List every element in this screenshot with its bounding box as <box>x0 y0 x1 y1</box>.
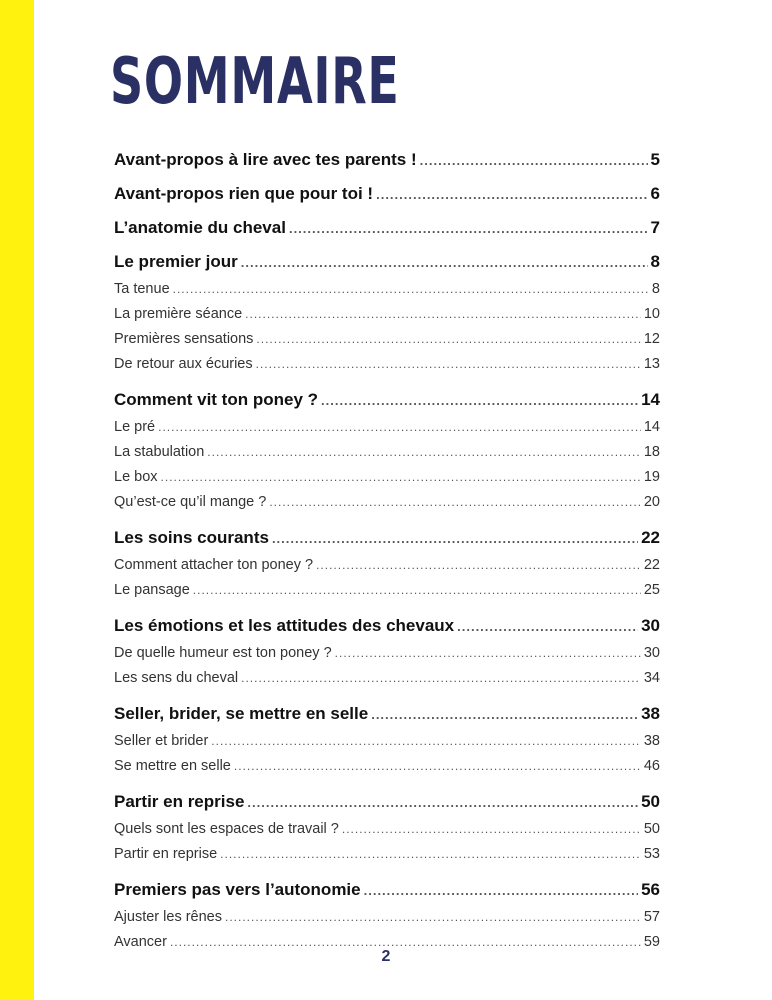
table-of-contents <box>114 0 660 1000</box>
dot-leader <box>211 734 641 748</box>
dot-leader <box>457 619 638 634</box>
toc-entry[interactable] <box>114 252 660 272</box>
toc-entry-page: 30 <box>643 645 660 661</box>
dot-leader <box>247 795 638 810</box>
toc-entry[interactable] <box>114 880 660 900</box>
toc-entry-page: 13 <box>643 356 660 372</box>
toc-entry-page: 12 <box>643 331 660 347</box>
dot-leader <box>272 531 638 546</box>
toc-entry[interactable] <box>114 469 660 485</box>
yellow-margin-band <box>0 0 34 1000</box>
toc-entry[interactable] <box>114 645 660 661</box>
toc-entry[interactable] <box>114 733 660 749</box>
toc-entry-page: 38 <box>643 733 660 749</box>
toc-entry[interactable] <box>114 909 660 925</box>
dot-leader <box>316 558 641 572</box>
dot-leader <box>289 221 648 236</box>
toc-entry-label: De retour aux écuries <box>114 356 253 372</box>
toc-entry-label: Les sens du cheval <box>114 670 239 686</box>
toc-entry-page: 59 <box>643 934 660 950</box>
toc-entry[interactable] <box>114 582 660 598</box>
toc-entry[interactable] <box>114 356 660 372</box>
toc-entry[interactable] <box>114 444 660 460</box>
dot-leader <box>161 470 641 484</box>
toc-entry-page: 14 <box>641 390 660 409</box>
toc-entry-label: Seller, brider, se mettre en selle <box>114 704 369 723</box>
toc-entry-label: Avant-propos à lire avec tes parents ! <box>114 150 417 169</box>
toc-entry-page: 8 <box>650 252 660 271</box>
toc-entry-page: 50 <box>641 792 660 811</box>
toc-entry[interactable] <box>114 758 660 774</box>
toc-entry[interactable] <box>114 704 660 724</box>
toc-entry-page: 8 <box>651 281 660 297</box>
toc-entry-page: 5 <box>650 150 660 169</box>
toc-entry-label: Avancer <box>114 934 167 950</box>
dot-leader <box>420 153 648 168</box>
page-number: 2 <box>381 948 391 965</box>
toc-entry[interactable] <box>114 821 660 837</box>
toc-entry-label: Les émotions et les attitudes des chevaux <box>114 616 455 635</box>
toc-entry-page: 22 <box>641 528 660 547</box>
dot-leader <box>193 583 641 597</box>
dot-leader <box>234 759 641 773</box>
dot-leader <box>342 822 641 836</box>
toc-entry-label: Qu’est-ce qu’il mange ? <box>114 494 267 510</box>
toc-entry-label: Ajuster les rênes <box>114 909 222 925</box>
toc-entry-page: 30 <box>641 616 660 635</box>
toc-entry-label: Premières sensations <box>114 331 254 347</box>
toc-entry[interactable] <box>114 150 660 170</box>
toc-entry[interactable] <box>114 281 660 297</box>
dot-leader <box>335 646 641 660</box>
toc-entry[interactable] <box>114 528 660 548</box>
dot-leader <box>376 187 647 202</box>
toc-entry-label: De quelle humeur est ton poney ? <box>114 645 332 661</box>
toc-entry-label: Le pré <box>114 419 156 435</box>
dot-leader <box>256 332 640 346</box>
toc-entry-label: Ta tenue <box>114 281 170 297</box>
toc-entry[interactable] <box>114 390 660 410</box>
toc-entry-page: 7 <box>650 218 660 237</box>
toc-entry-page: 46 <box>643 758 660 774</box>
dot-leader <box>256 357 641 371</box>
toc-entry-label: Partir en reprise <box>114 846 218 862</box>
toc-entry[interactable] <box>114 557 660 573</box>
toc-entry-page: 53 <box>643 846 660 862</box>
toc-entry-label: Le premier jour <box>114 252 238 271</box>
toc-entry-label: La stabulation <box>114 444 205 460</box>
toc-entry-label: L’anatomie du cheval <box>114 218 286 237</box>
toc-entry[interactable] <box>114 184 660 204</box>
toc-entry-label: Quels sont les espaces de travail ? <box>114 821 339 837</box>
toc-entry-label: Partir en reprise <box>114 792 245 811</box>
toc-entry-page: 20 <box>643 494 660 510</box>
toc-entry-label: Seller et brider <box>114 733 209 749</box>
dot-leader <box>321 393 638 408</box>
dot-leader <box>158 420 641 434</box>
dot-leader <box>241 671 641 685</box>
toc-entry[interactable] <box>114 616 660 636</box>
toc-entry-page: 10 <box>643 306 660 322</box>
toc-entry-label: Se mettre en selle <box>114 758 231 774</box>
dot-leader <box>371 707 638 722</box>
dot-leader <box>173 282 649 296</box>
dot-leader <box>364 883 638 898</box>
dot-leader <box>207 445 641 459</box>
toc-entry-page: 34 <box>643 670 660 686</box>
toc-entry[interactable] <box>114 670 660 686</box>
dot-leader <box>225 910 641 924</box>
toc-entry[interactable] <box>114 494 660 510</box>
toc-entry-page: 38 <box>641 704 660 723</box>
toc-entry-label: Le pansage <box>114 582 190 598</box>
toc-entry[interactable] <box>114 306 660 322</box>
dot-leader <box>269 495 641 509</box>
toc-entry-page: 18 <box>643 444 660 460</box>
toc-entry-label: Premiers pas vers l’autonomie <box>114 880 361 899</box>
toc-entry[interactable] <box>114 792 660 812</box>
toc-entry-page: 14 <box>643 419 660 435</box>
dot-leader <box>245 307 641 321</box>
dot-leader <box>241 255 648 270</box>
toc-entry-page: 19 <box>643 469 660 485</box>
toc-entry-page: 22 <box>643 557 660 573</box>
toc-entry-page: 57 <box>643 909 660 925</box>
dot-leader <box>220 847 641 861</box>
toc-entry[interactable] <box>114 419 660 435</box>
toc-entry-page: 25 <box>643 582 660 598</box>
toc-entry-label: Les soins courants <box>114 528 269 547</box>
toc-entry-label: Comment attacher ton poney ? <box>114 557 314 573</box>
toc-entry-page: 6 <box>650 184 660 203</box>
toc-entry-label: Le box <box>114 469 158 485</box>
page-title: SOMMAIRE <box>110 45 400 119</box>
toc-entry-page: 56 <box>641 880 660 899</box>
toc-entry[interactable] <box>114 846 660 862</box>
toc-entry-label: Comment vit ton poney ? <box>114 390 318 409</box>
toc-entry[interactable] <box>114 331 660 347</box>
dot-leader <box>170 935 641 949</box>
toc-entry[interactable] <box>114 218 660 238</box>
toc-entry-label: Avant-propos rien que pour toi ! <box>114 184 374 203</box>
toc-entry-label: La première séance <box>114 306 243 322</box>
toc-entry-page: 50 <box>643 821 660 837</box>
